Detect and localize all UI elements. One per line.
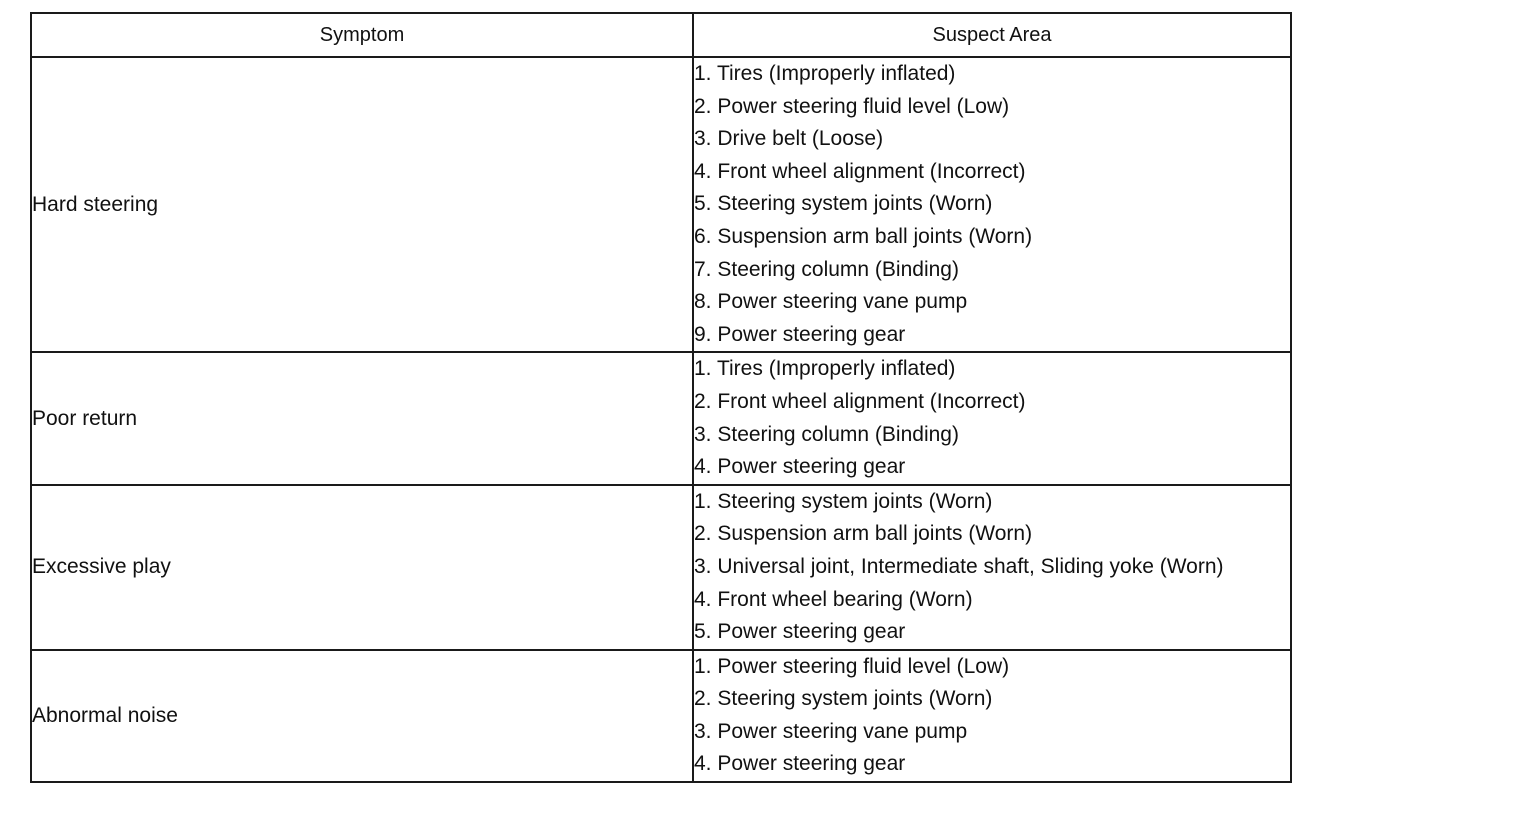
- suspect-area-item: 2. Suspension arm ball joints (Worn): [694, 522, 1033, 546]
- suspect-area-item: 1. Tires (Improperly inflated): [694, 62, 956, 85]
- suspect-area-item: 6. Suspension arm ball joints (Worn): [694, 224, 1033, 248]
- suspect-area-item: 2. Power steering fluid level (Low): [694, 94, 1010, 118]
- suspect-area-column-header: Suspect Area: [693, 13, 1291, 57]
- suspect-area-item: 4. Power steering gear: [694, 752, 906, 776]
- suspect-area-item: 5. Steering system joints (Worn): [694, 192, 993, 216]
- suspect-area-item: 3. Steering column (Binding): [694, 422, 959, 446]
- table-row-abnormal-noise: [31, 650, 1291, 782]
- suspect-area-item: 2. Front wheel alignment (Incorrect): [694, 389, 1026, 413]
- suspect-area-list: [694, 486, 1290, 649]
- table-row-poor-return: [31, 352, 1291, 484]
- symptom-cell: Hard steering: [31, 57, 693, 352]
- suspect-area-item: 3. Power steering vane pump: [694, 719, 968, 743]
- symptom-cell: Poor return: [31, 352, 693, 484]
- troubleshooting-table: [30, 12, 1292, 783]
- table-row-hard-steering: [31, 57, 1291, 352]
- suspect-area-list: [694, 651, 1290, 781]
- suspect-area-item: 3. Universal joint, Intermediate shaft, Sliding yoke (Worn): [694, 554, 1224, 578]
- suspect-area-item: 4. Power steering gear: [694, 455, 906, 479]
- suspect-area-item: 1. Tires (Improperly inflated): [694, 357, 956, 381]
- symptom-cell: Excessive play: [31, 485, 693, 650]
- suspect-area-item: 9. Power steering gear: [694, 322, 906, 346]
- suspect-area-item: 4. Front wheel alignment (Incorrect): [694, 159, 1026, 183]
- suspect-area-list: [694, 353, 1290, 483]
- suspect-area-item: 1. Power steering fluid level (Low): [694, 654, 1010, 678]
- table-row-excessive-play: [31, 485, 1291, 650]
- suspect-area-cell: [693, 485, 1291, 650]
- suspect-area-item: 8. Power steering vane pump: [694, 290, 968, 314]
- symptom-cell: Abnormal noise: [31, 650, 693, 782]
- suspect-area-item: 1. Steering system joints (Worn): [694, 489, 993, 513]
- suspect-area-item: 7. Steering column (Binding): [694, 257, 959, 281]
- suspect-area-item: 4. Front wheel bearing (Worn): [694, 587, 973, 611]
- suspect-area-list: [694, 58, 1290, 351]
- symptom-column-header: Symptom: [31, 13, 693, 57]
- table-header-row: [31, 13, 1291, 57]
- suspect-area-cell: [693, 352, 1291, 484]
- suspect-area-item: 5. Power steering gear: [694, 620, 906, 644]
- suspect-area-cell: [693, 57, 1291, 352]
- suspect-area-cell: [693, 650, 1291, 782]
- troubleshooting-table-container: [30, 12, 1290, 783]
- suspect-area-item: 2. Steering system joints (Worn): [694, 687, 993, 711]
- suspect-area-item: 3. Drive belt (Loose): [694, 127, 884, 151]
